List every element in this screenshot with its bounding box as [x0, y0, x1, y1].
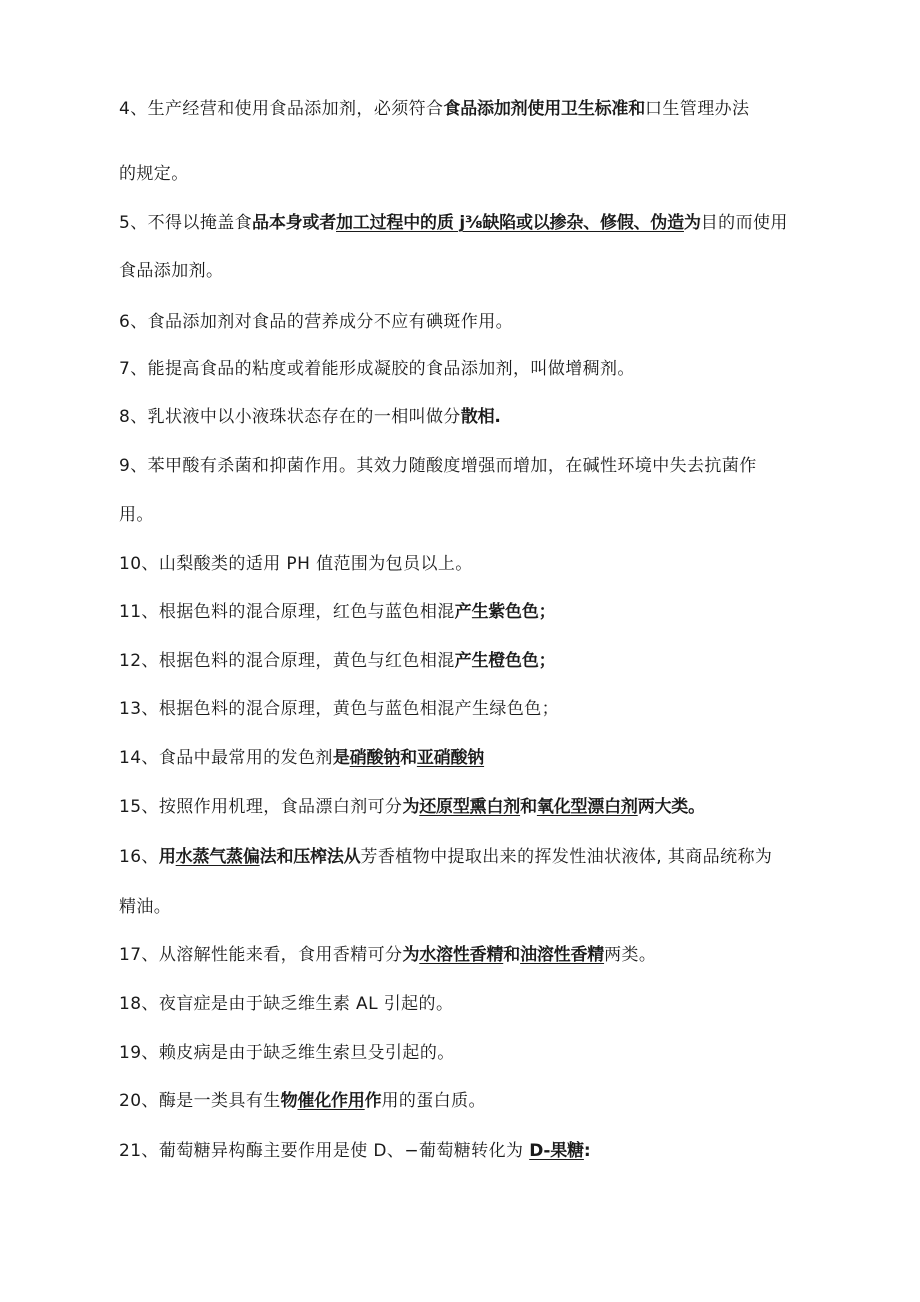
item-6-line: 6、食品添加剂对食品的营养成分不应有碘斑作用。 [119, 312, 514, 332]
item-9-line-2: 用。 [119, 505, 154, 525]
item-20-line: 20、酶是一类具有生物催化作用作用的蛋白质。 [119, 1091, 486, 1111]
item-4-line-2: 的规定。 [119, 164, 189, 184]
item-5-line-1: 5、不得以掩盖食品本身或者加工过程中的质 j⅜缺陷或以掺杂、修假、伪造为目的而使用 [119, 213, 788, 233]
item-13-line: 13、根据色料的混合原理，黄色与蓝色相混产生绿色色； [119, 699, 560, 719]
item-10-line: 10、山梨酸类的适用 PH 值范围为包员以上。 [119, 554, 473, 574]
item-15-line: 15、按照作用机理，食品漂白剂可分为还原型熏白剂和氧化型漂白剂两大类。 [119, 797, 705, 817]
item-16-line-2: 精油。 [119, 897, 172, 917]
item-9-line-1: 9、苯甲酸有杀菌和抑菌作用。其效力随酸度增强而增加，在碱性环境中失去抗菌作 [119, 456, 757, 476]
item-14-line: 14、食品中最常用的发色剂是硝酸钠和亚硝酸钠 [119, 748, 485, 768]
item-18-line: 18、夜盲症是由于缺乏维生素 AL 引起的。 [119, 994, 454, 1014]
item-12-line: 12、根据色料的混合原理，黄色与红色相混产生橙色色； [119, 651, 556, 671]
item-16-line-1: 16、用水蒸气蒸偏法和压榨法从芳香植物中提取出来的挥发性油状液体, 其商品统称为 [119, 847, 773, 867]
item-11-line: 11、根据色料的混合原理，红色与蓝色相混产生紫色色； [119, 602, 556, 622]
item-8-line: 8、乳状液中以小液珠状态存在的一相叫做分散相. [119, 407, 501, 427]
item-4-line-1: 4、生产经营和使用食品添加剂，必须符合食品添加剂使用卫生标准和口生管理办法 [119, 99, 750, 119]
item-19-line: 19、赖皮病是由于缺乏维生索旦殳引起的。 [119, 1043, 455, 1063]
item-21-line: 21、葡萄糖异构酶主要作用是使 D、−葡萄糖转化为 D-果糖: [119, 1141, 591, 1161]
item-5-line-2: 食品添加剂。 [119, 261, 224, 281]
item-7-line: 7、能提高食品的粘度或着能形成凝胶的食品添加剂，叫做增稠剂。 [119, 359, 635, 379]
item-17-line: 17、从溶解性能来看，食用香精可分为水溶性香精和油溶性香精两类。 [119, 945, 657, 965]
